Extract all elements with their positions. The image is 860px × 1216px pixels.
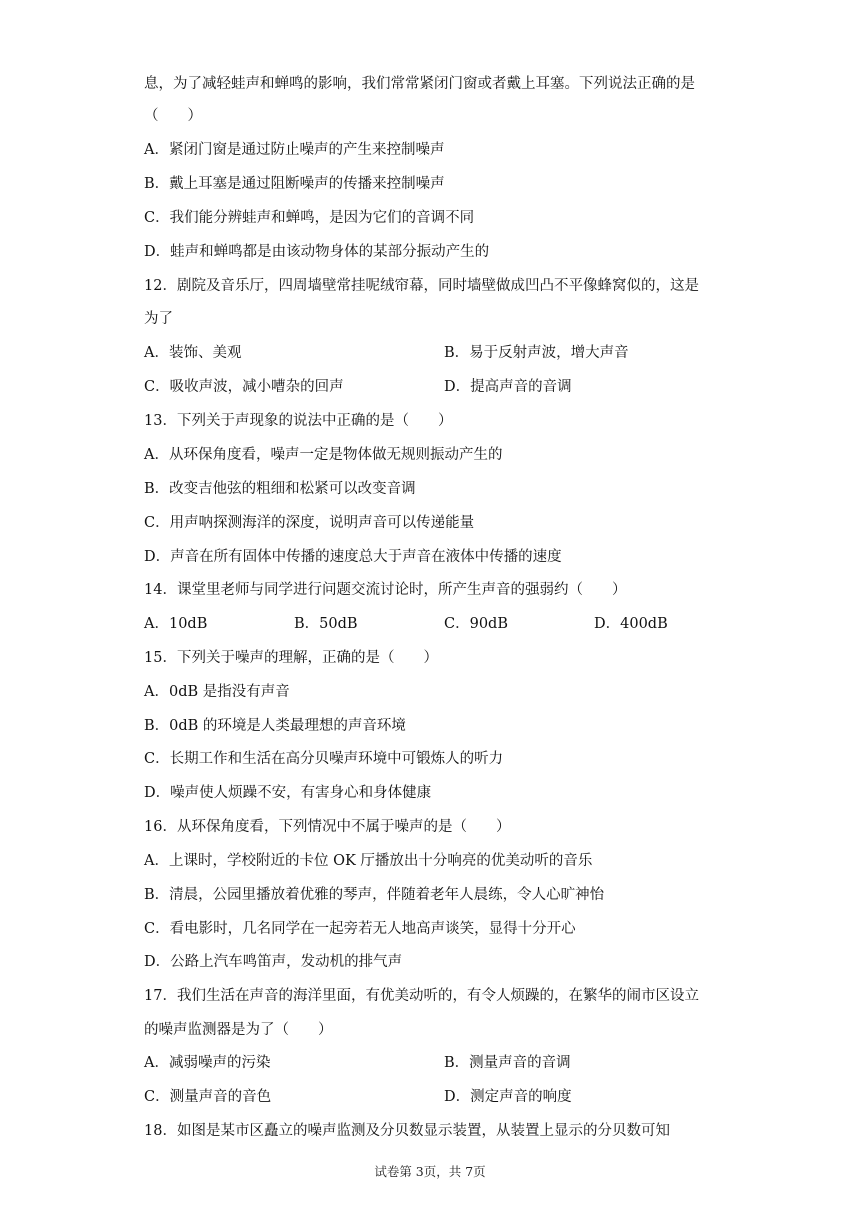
option-c: C．我们能分辨蛙声和蝉鸣，是因为它们的音调不同 (144, 210, 475, 226)
option-a: A．紧闭门窗是通过防止噪声的产生来控制噪声 (144, 142, 445, 158)
option-b: B．改变吉他弦的粗细和松紧可以改变音调 (144, 481, 416, 497)
option-a: A．装饰、美观 (144, 345, 242, 361)
option-d: D．400dB (594, 616, 668, 632)
option-a: A．从环保角度看，噪声一定是物体做无规则振动产生的 (144, 447, 503, 463)
option-b: B．50dB (294, 616, 358, 632)
question-17-continued: 的噪声监测器是为了（ ） (144, 1022, 333, 1038)
question-13: 13．下列关于声现象的说法中正确的是（ ） (144, 413, 453, 429)
option-d: D．声音在所有固体中传播的速度总大于声音在液体中传播的速度 (144, 549, 562, 565)
option-b: B．易于反射声波，增大声音 (444, 345, 629, 361)
option-a: A．上课时，学校附近的卡位 OK 厅播放出十分响亮的优美动听的音乐 (144, 853, 593, 869)
option-d: D．公路上汽车鸣笛声，发动机的排气声 (144, 954, 403, 970)
option-b: B．清晨，公园里播放着优雅的琴声，伴随着老年人晨练，令人心旷神怡 (144, 887, 605, 903)
question-14: 14．课堂里老师与同学进行问题交流讨论时，所产生声音的强弱约（ ） (144, 582, 627, 598)
option-b: B．戴上耳塞是通过阻断噪声的传播来控制噪声 (144, 176, 445, 192)
option-c: C．用声呐探测海洋的深度，说明声音可以传递能量 (144, 515, 475, 531)
option-c: C．长期工作和生活在高分贝噪声环境中可锻炼人的听力 (144, 751, 504, 767)
page-footer: 试卷第 3页，共 7页 (374, 1164, 486, 1179)
question-15: 15．下列关于噪声的理解，正确的是（ ） (144, 650, 438, 666)
question-12: 12．剧院及音乐厅，四周墙壁常挂呢绒帘幕，同时墙壁做成凹凸不平像蜂窝似的，这是 (144, 278, 699, 294)
option-d: D．提高声音的音调 (444, 379, 572, 395)
option-b: B．0dB 的环境是人类最理想的声音环境 (144, 718, 406, 734)
answer-blank: （ ） (144, 108, 202, 124)
text-line: 息，为了减轻蛙声和蝉鸣的影响，我们常常紧闭门窗或者戴上耳塞。下列说法正确的是 (144, 76, 695, 92)
option-d: D．蛙声和蝉鸣都是由该动物身体的某部分振动产生的 (144, 244, 490, 260)
option-a: A．减弱噪声的污染 (144, 1055, 271, 1071)
question-16: 16．从环保角度看，下列情况中不属于噪声的是（ ） (144, 819, 511, 835)
option-a: A．10dB (144, 616, 208, 632)
question-12-continued: 为了 (144, 311, 173, 327)
option-c: C．测量声音的音色 (144, 1089, 272, 1105)
option-d: D．测定声音的响度 (444, 1089, 572, 1105)
option-a: A．0dB 是指没有声音 (144, 684, 290, 700)
option-d: D．噪声使人烦躁不安，有害身心和身体健康 (144, 785, 432, 801)
question-17: 17．我们生活在声音的海洋里面，有优美动听的，有令人烦躁的，在繁华的闹市区设立 (144, 988, 699, 1004)
option-c: C．看电影时，几名同学在一起旁若无人地高声谈笑，显得十分开心 (144, 921, 576, 937)
option-c: C．吸收声波，减小嘈杂的回声 (144, 379, 344, 395)
option-b: B．测量声音的音调 (444, 1055, 571, 1071)
question-18: 18．如图是某市区矗立的噪声监测及分贝数显示装置，从装置上显示的分贝数可知 (144, 1123, 670, 1139)
option-c: C．90dB (444, 616, 508, 632)
